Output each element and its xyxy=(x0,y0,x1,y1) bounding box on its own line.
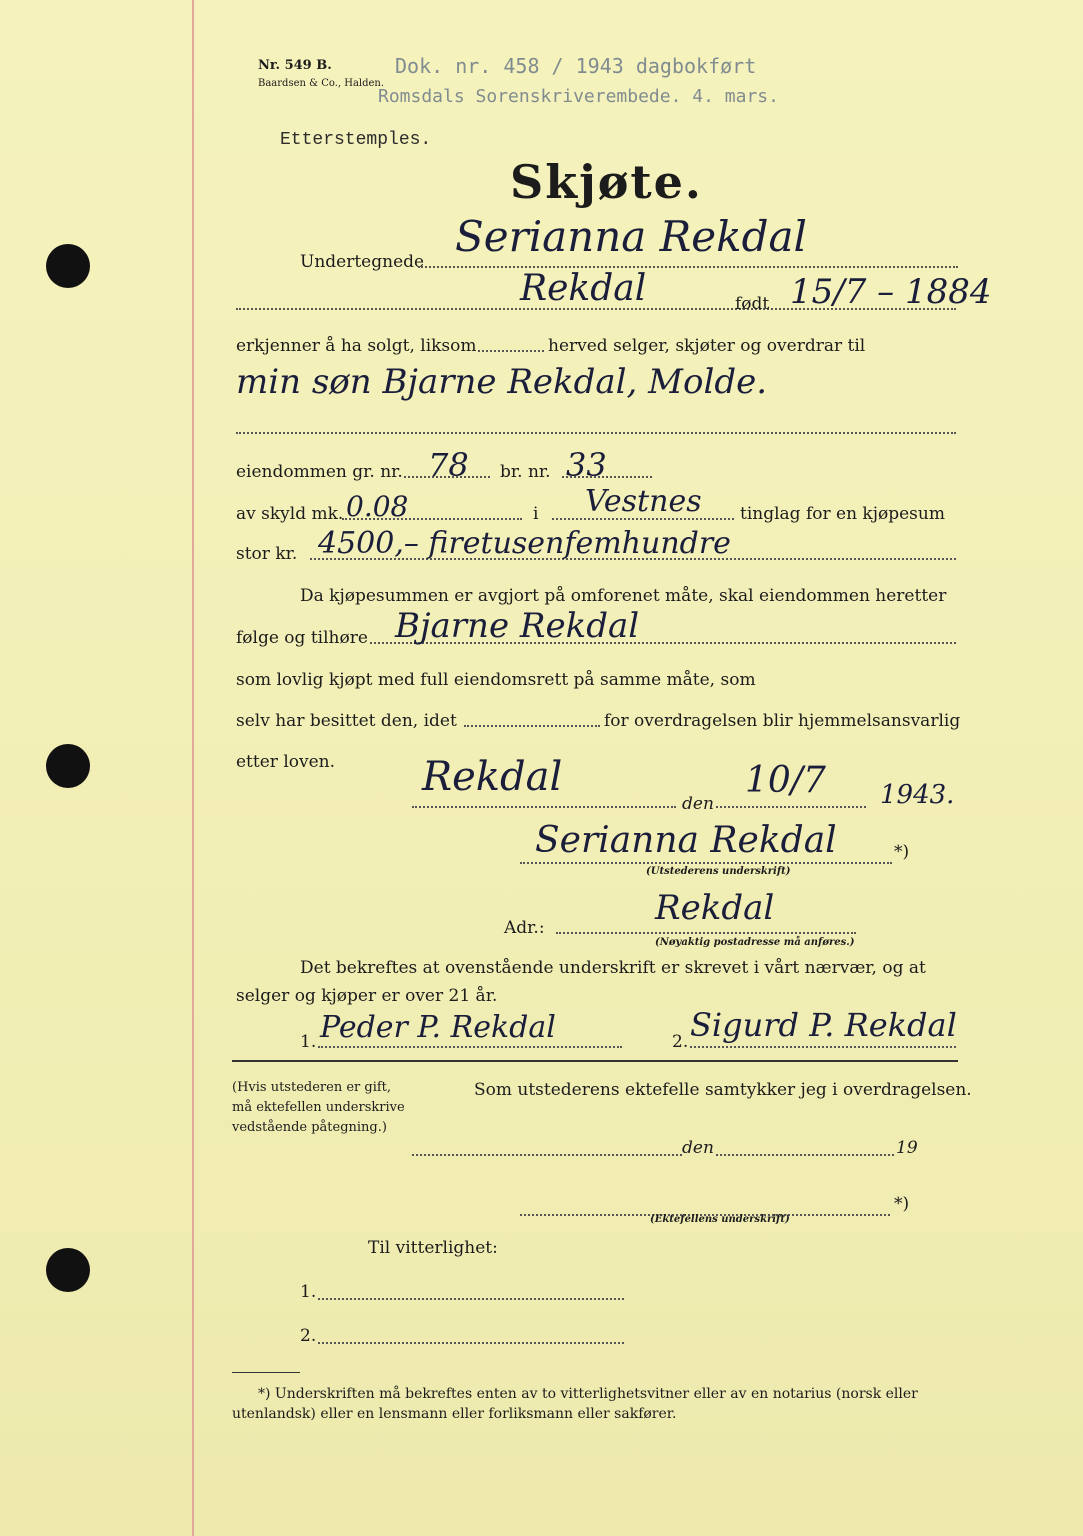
gr-label: eiendommen gr. nr. xyxy=(236,462,403,482)
text-line: herved selger, skjøter og overdrar til xyxy=(548,336,866,356)
dotted-line xyxy=(716,806,866,808)
footnote-text: utenlandsk) eller en lensmann eller forliksmann eller sakfører. xyxy=(232,1406,677,1422)
den-label: den xyxy=(682,794,714,814)
punch-hole xyxy=(46,744,90,788)
footnote-marker: *) xyxy=(894,1194,910,1214)
spouse-signature-caption: (Ektefellens underskrift) xyxy=(650,1214,790,1225)
typed-note: Etterstemples. xyxy=(280,130,432,150)
skyld-value: 0.08 xyxy=(346,490,409,523)
footnote-text: *) Underskriften må bekreftes enten av to vitterlighetsvitner eller av en notarius (norsk eller xyxy=(258,1386,918,1402)
signing-date: 10/7 xyxy=(745,760,826,801)
den-label: den xyxy=(682,1138,714,1158)
registration-stamp-line2: Romsdals Sorenskriverembede. 4. mars. xyxy=(378,86,779,107)
dotted-line xyxy=(412,806,676,808)
margin-line xyxy=(192,0,194,1536)
spouse-note: (Hvis utstederen er gift, xyxy=(232,1080,392,1095)
seller-name: Serianna Rekdal xyxy=(455,212,807,261)
punch-hole xyxy=(46,1248,90,1292)
registration-stamp-line1: Dok. nr. 458 / 1943 dagbokført xyxy=(395,54,757,78)
dotted-line xyxy=(318,1342,624,1344)
br-label: br. nr. xyxy=(500,462,551,482)
skyld-label: av skyld mk. xyxy=(236,504,344,524)
document-title: Skjøte. xyxy=(510,155,703,209)
seller-postal-address: Rekdal xyxy=(655,888,775,928)
dotted-line xyxy=(520,862,892,864)
dotted-line xyxy=(418,266,958,268)
punch-hole xyxy=(46,244,90,288)
witness-text: selger og kjøper er over 21 år. xyxy=(236,986,498,1006)
seller-address: Rekdal xyxy=(520,268,647,309)
dotted-line xyxy=(412,1154,682,1156)
witness-signature: Sigurd P. Rekdal xyxy=(690,1006,957,1044)
witness-number: 1. xyxy=(300,1032,317,1052)
signing-place: Rekdal xyxy=(422,754,563,800)
witness-number: 1. xyxy=(300,1282,317,1302)
printer-name: Baardsen & Co., Halden. xyxy=(258,78,385,89)
section-divider xyxy=(232,1060,958,1062)
dotted-line xyxy=(556,932,856,934)
undertegnede-label: Undertegnede xyxy=(300,252,425,272)
tinglag-label: tinglag for en kjøpesum xyxy=(740,504,945,524)
signature-caption: (Utstederens underskrift) xyxy=(646,866,791,877)
place-name: Vestnes xyxy=(585,484,702,519)
birth-date: 15/7 – 1884 xyxy=(790,272,992,312)
witness-number: 2. xyxy=(300,1326,317,1346)
seller-signature: Serianna Rekdal xyxy=(535,820,837,861)
paragraph-text: etter loven. xyxy=(236,752,336,772)
paragraph-text: for overdragelsen blir hjemmelsansvarlig xyxy=(604,711,961,731)
spouse-note: må ektefellen underskrive xyxy=(232,1100,405,1115)
dotted-line xyxy=(716,1154,894,1156)
i-label: i xyxy=(533,504,539,524)
folge-label: følge og tilhøre xyxy=(236,628,368,648)
dotted-line xyxy=(690,1046,956,1048)
footnote-rule xyxy=(232,1372,300,1373)
stor-label: stor kr. xyxy=(236,544,298,564)
witness-number: 2. xyxy=(672,1032,689,1052)
paragraph-text: som lovlig kjøpt med full eiendomsrett på samme måte, som xyxy=(236,670,756,690)
form-number: Nr. 549 B. xyxy=(258,58,332,73)
fodt-label: født xyxy=(735,294,770,314)
new-owner: Bjarne Rekdal xyxy=(395,606,640,646)
spouse-note: vedstående påtegning.) xyxy=(232,1120,387,1135)
year-prefix: 19 xyxy=(896,1138,918,1158)
dotted-line xyxy=(464,725,600,727)
text-line: erkjenner å ha solgt, liksom xyxy=(236,336,477,356)
paragraph-text: Da kjøpesummen er avgjort på omforenet måte, skal eiendommen heretter xyxy=(300,586,947,606)
witness-text: Det bekreftes at ovenstående underskrift er skrevet i vårt nærvær, og at xyxy=(300,958,926,978)
dotted-line xyxy=(236,432,956,434)
witness-signature: Peder P. Rekdal xyxy=(320,1010,556,1045)
dotted-line xyxy=(318,1046,622,1048)
paragraph-text: selv har besittet den, idet xyxy=(236,711,457,731)
br-number: 33 xyxy=(566,446,607,484)
purchase-amount: 4500,– firetusenfemhundre xyxy=(318,526,731,561)
address-label: Adr.: xyxy=(504,918,545,938)
dotted-line xyxy=(318,1298,624,1300)
buyer-name: min søn Bjarne Rekdal, Molde. xyxy=(236,362,768,402)
signing-year: 1943. xyxy=(880,780,955,810)
footnote-marker: *) xyxy=(894,842,910,862)
dotted-line xyxy=(478,350,544,352)
spouse-consent: Som utstederens ektefelle samtykker jeg i overdragelsen. xyxy=(474,1080,972,1100)
vitterlighet-label: Til vitterlighet: xyxy=(368,1238,498,1258)
gr-number: 78 xyxy=(428,446,469,484)
address-caption: (Nøyaktig postadresse må anføres.) xyxy=(655,937,855,948)
